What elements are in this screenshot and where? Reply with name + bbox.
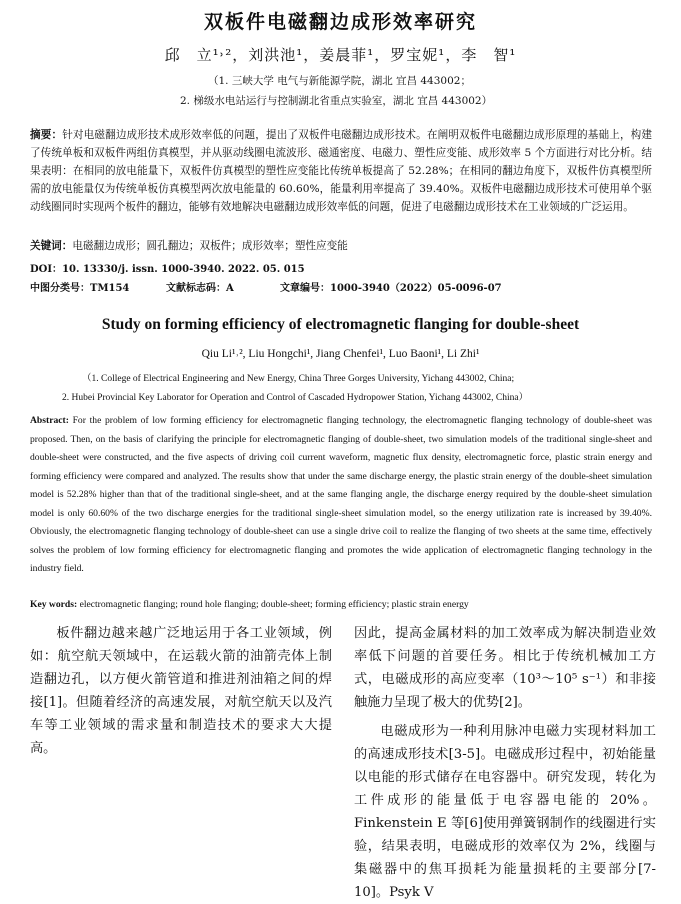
en-abstract [30,412,652,579]
article-no-line [280,279,502,294]
en-affiliation-1: （1. College of Electrical Engineering and New Energy, China Three Gorges University, Yichang 443002, China; [82,374,515,384]
cn-abstract-text: 针对电磁翻边成形技术成形效率低的问题，提出了双板件电磁翻边成形技术。在阐明双板件电磁翻边成形原理的基础上，构建了传统单板和双板件两组仿真模型，并从驱动线圈电流波形、磁通密度、电磁力、塑性应变能、成形效率 5 个方面进行对比分析。结果表明：在相同的放电能量下，双板件仿真模型的塑性应变能比传统单板提高了 52.28%；在相同的翻边角度下，双板件仿真模型所需的放电能量仅为传统单板仿真模型两次放电能量的 60.60%，能量利用率提高了 39.40%。双板件电磁翻边成形技术可使用单个驱动线圈同时实现两个板件的翻边，能够有效地解决电磁翻边成形效率低的问题，促进了电磁翻边成形技术在工业领域的广泛运用。 [30,129,653,213]
en-affiliation-2: 2. Hubei Provincial Key Laborator for Operation and Control of Cascaded Hydropower Station, Yichang 443002, China） [62,393,529,403]
en-keywords [30,596,652,615]
cn-keywords-label: 关键词： [30,240,73,252]
en-abstract-label: Abstract: [30,415,69,426]
cn-abstract [30,126,652,216]
clc-label: 中图分类号： [30,283,90,294]
cn-keywords-text: 电磁翻边成形；圆孔翻边；双板件；成形效率；塑性应变能 [72,240,348,252]
cn-abstract-label: 摘要： [30,129,63,141]
doi-line [30,260,305,275]
en-keywords-text: electromagnetic flanging; round hole flanging; double-sheet; forming efficiency; plastic strain energy [79,599,469,610]
body-left-column [30,622,332,760]
en-abstract-text: For the problem of low forming efficiency for electromagnetic flanging technology, the electromagnetic flanging technology of double-sheet was proposed. Then, on the basis of clarifying the principle for electromagnetic flanging of double-sheet, two simulation models of the traditional single-sheet and double-sheet were constructed, and the five aspects of driving coil current waveform, magnetic flux density, electromagnetic force, plastic strain energy and forming efficiency were compared and analyzed. The results show that under the same discharge energy, the plastic strain energy of the double-sheet simulation model is 52.28% higher than that of the traditional single-sheet, and at the same flanging angle, the discharge energy required by the double-sheet simulation model is only 60.60% of the two discharge energies for the traditional single-sheet simulation model, so the energy utilization rate is increased by 39.40%. Obviously, the electromagnetic flanging technology of double-sheet can use a single drive coil to realize the flanging of two sheets at the same time, effectively solves the problem of low forming efficiency for electromagnetic flanging and promotes the wide application of electromagnetic flanging technology in the industry field. [30,415,652,574]
en-title: Study on forming efficiency of electromagnetic flanging for double-sheet [101,316,580,333]
en-keywords-label: Key words: [30,599,78,610]
body-paragraph: 板件翻边越来越广泛地运用于各工业领域，例如：航空航天领域中，在运载火箭的油箭壳体上制造翻边孔，以方便火箭管道和推进剂油箱之间的焊接[1]。但随着经济的高速发展，对航空航天以及汽车等工业领域的需求量和制造技术的要求大大提高。 [30,626,332,756]
doi-value: 10. 13330/j. issn. 1000-3940. 2022. 05. 015 [62,264,305,275]
doc-code-line [166,279,234,294]
cn-authors: 邱 立¹˒²，刘洪池¹，姜晨菲¹，罗宝妮¹，李 智¹ [164,46,517,64]
cn-affiliation-1: （1. 三峡大学 电气与新能源学院，湖北 宜昌 443002； [208,75,471,87]
cn-keywords [30,237,652,255]
body-paragraph: 电磁成形为一种利用脉冲电磁力实现材料加工的高速成形技术[3-5]。电磁成形过程中，初始能量以电能的形式储存在电容器中。研究发现，转化为工件成形的能量低于电容器电能的 20%。Finkenstein E 等[6]使用弹簧钢制作的线圈进行实验，结果表明，电磁成形的效率仅为 2%，线圈与集磁器中的焦耳损耗为能量损耗的主要部分[7-10]。Psyk V [354,724,656,900]
article-no-label: 文章编号： [280,283,330,294]
cn-affiliation-2: 2. 梯级水电站运行与控制湖北省重点实验室，湖北 宜昌 443002） [180,95,493,107]
article-no-value: 1000-3940（2022）05-0096-07 [330,283,502,294]
clc-value: TM154 [90,283,130,294]
clc-line [30,279,129,294]
body-right-column [354,622,656,904]
cn-title: 双板件电磁翻边成形效率研究 [203,11,477,33]
body-paragraph: 因此，提高金属材料的加工效率成为解决制造业效率低下问题的首要任务。相比于传统机械加工方式，电磁成形的高应变率（10³～10⁵ s⁻¹）和非接触施力呈现了极大的优势[2]。 [354,626,656,710]
doi-label: DOI： [30,264,63,275]
en-authors: Qiu Li¹˒², Liu Hongchi¹, Jiang Chenfei¹, Luo Baoni¹, Li Zhi¹ [201,348,480,360]
doc-code-value: A [226,283,234,294]
doc-code-label: 文献标志码： [166,283,226,294]
